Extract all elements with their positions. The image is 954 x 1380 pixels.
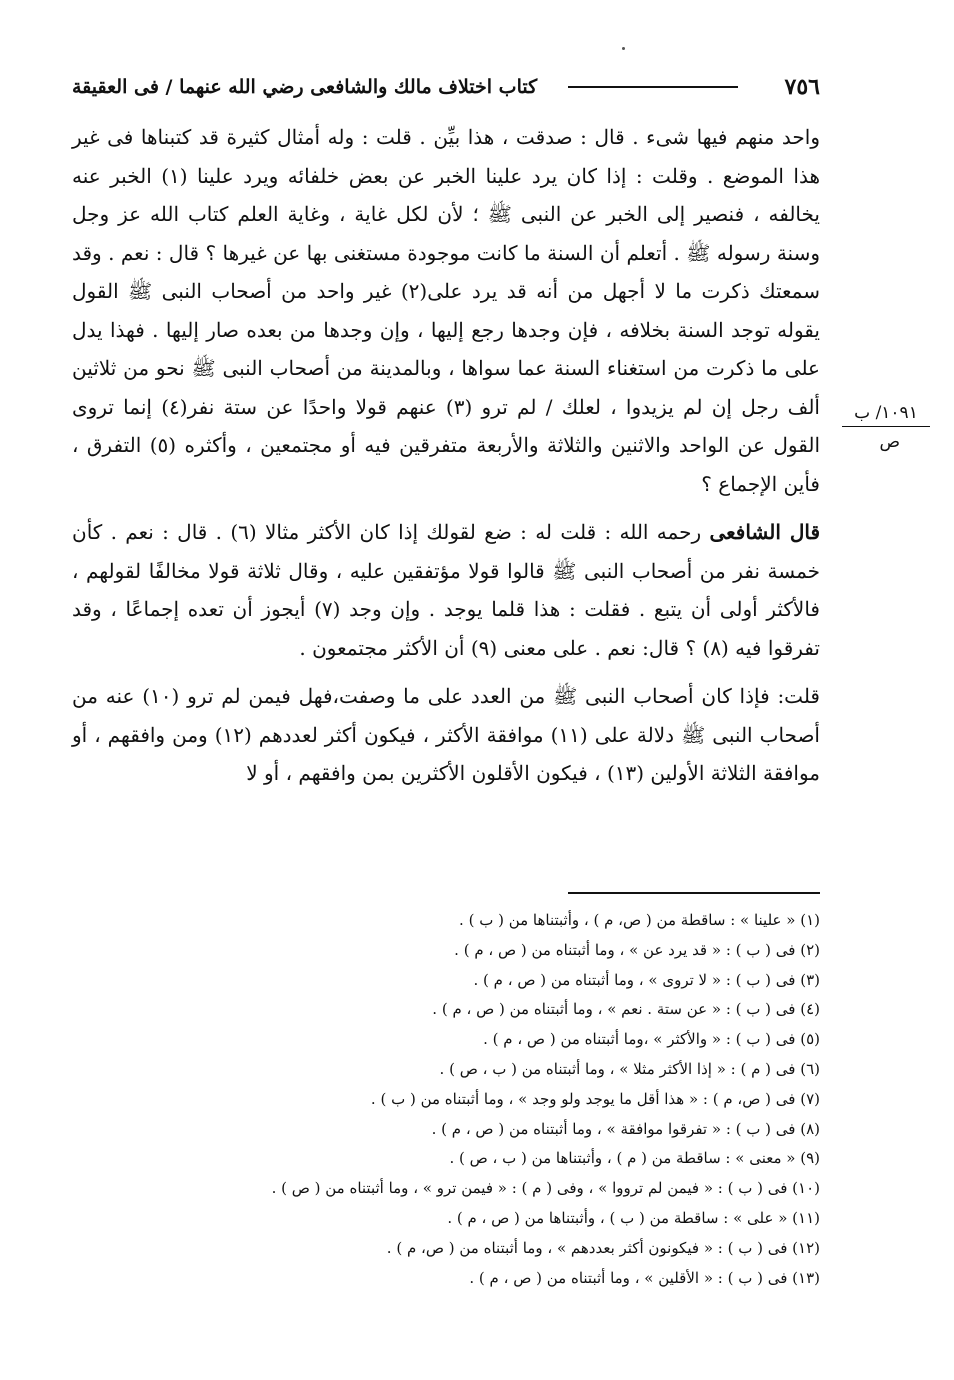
footnote-5: (٥) فى ( ب ) : « والأكثر » ،وما أثبتناه من ( ص ، م ) . bbox=[483, 1030, 820, 1049]
footnote-3: (٣) فى ( ب ) : « لا تروى » ، وما أثبتناه من ( ص ، م ) . bbox=[473, 970, 820, 989]
speaker-name: قال الشافعى bbox=[709, 520, 821, 544]
footnote-9: (٩) « معنى » : ساقطة من ( م ) ، وأثبتناها من ( ب ، ص ) . bbox=[449, 1149, 820, 1168]
footnote-13: (١٣) فى ( ب ) : « الأقلين » ، وما أثبتناه من ( ص ، م ) . bbox=[469, 1268, 820, 1287]
manuscript-folio: ١٠٩١/ ب bbox=[842, 402, 930, 427]
footnote-6: (٦) فى ( م ) : « إذا الأكثر مثلا » ، وما أثبتناه من ( ب ، ص ) . bbox=[439, 1059, 820, 1078]
paragraph-3: قلت: فإذا كان أصحاب النبى ﷺ من العدد على ما وصفت،فهل فيمن لم ترو (١٠) عنه من أصحاب النبى ﷺ دلالة على (١١) موافقة الأكثر ، فيكون أكثر لعددهم (١٢) ومن وافقهم ، أو موافقة الثلاثة الأولين (١٣) ، فيكون الأقلون الأكثرين بمن وافقهم ، أو لا bbox=[72, 684, 820, 785]
main-text bbox=[72, 118, 820, 793]
running-title: كتاب اختلاف مالك والشافعى رضي الله عنهما / فى العقيقة bbox=[72, 76, 538, 98]
footnote-8: (٨) فى ( ب ) : « تفرقوا موافقة » ، وما أثبتناه من ( ص ، م ) . bbox=[431, 1119, 820, 1138]
paragraph-2 bbox=[72, 513, 820, 667]
paragraph-2-text: رحمه الله : قلت له : ضع لقولك إذا كان الأكثر مثالا (٦) . قال : نعم . كأن خمسة نفر من أصحاب النبى ﷺ قالوا قولا مؤتفقين عليه ، وقال ثلاثة قولا مخالفًا لقولهم ، فالأكثر أولى أن يتبع . فقلت : هذا قلما يوجد . وإن وجد (٧) أيجوز أن تعده إجماعًا ، وقد تفرقوا فيه (٨) ؟ قال: نعم . على معنى (٩) أن الأكثر مجتمعون . bbox=[72, 520, 820, 660]
footnote-4: (٤) فى ( ب ) : « عن ستة . نعم » ، وما أثبتناه من ( ص ، م ) . bbox=[432, 1000, 820, 1019]
footnote-12: (١٢) فى ( ب ) : « فيكونون أكثر بعددهم » ، وما أثبتناه من ( ص، م ) . bbox=[386, 1238, 820, 1257]
header-rule bbox=[568, 86, 738, 88]
footnote-rule bbox=[568, 892, 820, 894]
footnote-10: (١٠) فى ( ب ) : « فيمن لم ترووا » ، وفى ( م ) : « فيمن ترو » ، وما أثبتناه من ( ص ) . bbox=[271, 1179, 820, 1198]
scan-speck bbox=[622, 47, 625, 50]
footnote-2: (٢) فى ( ب ) : « قد يرد عن » ، وما أثبتناه من ( ص ، م ) . bbox=[454, 940, 820, 959]
footnote-1: (١) « علينا » : ساقطة من ( ص، م ) ، وأثبتناها من ( ب ) . bbox=[459, 911, 820, 929]
paragraph-1: واحد منهم فيها شىء . قال : صدقت ، هذا بيِّن . قلت : وله أمثال كثيرة قد كتبناها فى غير هذا الموضع . وقلت : إذا كان يرد علينا الخبر عن بعض خلفائه ويرد علينا (١) الخبر عنه يخالفه ، فنصير إلى الخبر عن النبى ﷺ ؛ لأن لكل غاية ، وغاية العلم كتاب الله عز وجل وسنة رسوله ﷺ . أتعلم أن السنة ما كانت موجودة مستغنى بها عن غيرها ؟ قال : نعم . وقد سمعتك ذكرت ما لا أجهل من أنه قد يرد على(٢) غير واحد من أصحاب النبى ﷺ القول يقوله توجد السنة بخلافه ، فإن وجدها رجع إليها ، وإن وجدها من بعده صار إليها . فهذا يدل على ما ذكرت من استغناء السنة عما سواها ، وبالمدينة من أصحاب النبى ﷺ نحو من ثلاثين ألف رجل إن لم يزيدوا ، لعلك / لم ترو (٣) عنهم قولا واحدًا عن ستة نفر(٤) إنما تروى القول عن الواحد والاثنين والثلاثة والأربعة متفرقين فيه أو مجتمعين ، وأكثره (٥) التفرق ، فأين الإجماع ؟ bbox=[72, 125, 821, 496]
footnotes bbox=[150, 906, 820, 1293]
footnote-11: (١١) « على » : ساقطة من ( ب ) ، وأثبتناها من ( ص ، م ) . bbox=[447, 1208, 820, 1227]
footnote-7: (٧) فى ( ص، م ) : « هذا أقل ما يوجد ولو وجد » ، وما أثبتناه من ( ب ) . bbox=[370, 1089, 820, 1108]
page-number: ٧٥٦ bbox=[784, 74, 820, 100]
margin-folio-note bbox=[842, 402, 930, 453]
page-header bbox=[72, 70, 820, 104]
manuscript-siglum: ص bbox=[879, 432, 900, 452]
